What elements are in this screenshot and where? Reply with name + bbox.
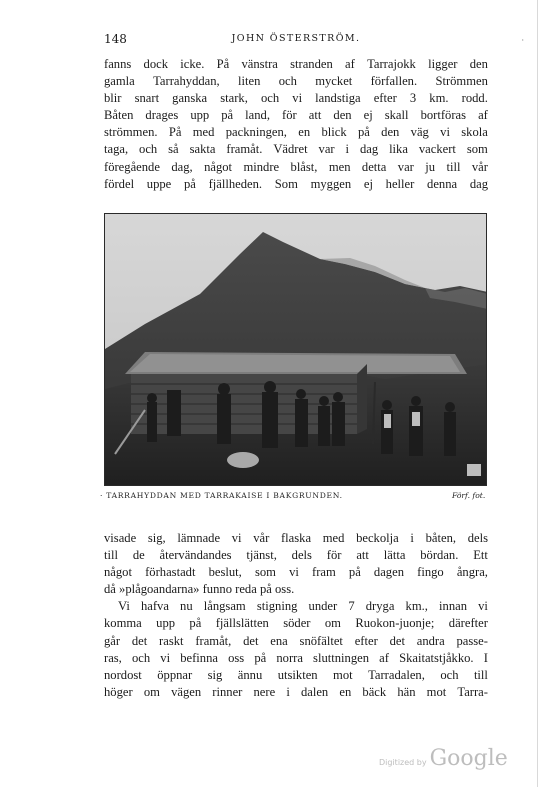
running-head [104, 32, 488, 46]
text-line: går det raskt framåt, det ena snöfältet efter det andra passe- [104, 633, 488, 648]
text-line: till de återvändandes tjänst, dels för att lätta bördan. Ett [104, 548, 488, 563]
page-number: 148 [104, 32, 127, 46]
text-line: nordost öppnar sig ännu utsikten mot Tarradalen, och till [104, 667, 488, 682]
text-block-top [104, 56, 488, 193]
text-line: fanns dock icke. På vänstra stranden af Tarrajokk ligger den [104, 57, 488, 71]
text-line: taga, och så sakta framåt. Vädret var i dag lika vackert som [104, 142, 488, 157]
text-line: då »plågoandarna» funno reda på oss. [104, 582, 295, 597]
figure-caption: · TARRAHYDDAN MED TARRAKAISE I BAKGRUNDEN. [100, 491, 343, 500]
text-line: höger om vägen rinner nere i dalen en bäck hän mot Tarra- [104, 684, 488, 699]
figure-caption-text: TARRAHYDDAN MED TARRAKAISE I BAKGRUNDEN. [106, 491, 343, 500]
running-title: JOHN ÖSTERSTRÖM. [231, 33, 361, 44]
page-edge [537, 0, 538, 787]
text-line: strömmen. På med packningen, en blick på den väg vi skola [104, 125, 488, 140]
text-line: gamla Tarrahyddan, liten och mycket förfallen. Strömmen [104, 74, 488, 89]
text-line: föregående dag, något mindre blåst, men detta var ju till vår [104, 159, 488, 174]
text-line: visade sig, lämnade vi vår flaska med beckolja i båten, dels [104, 531, 488, 545]
text-line: ras, och vi befinna oss på norra sluttningen af Skaitatstjåkko. I [104, 650, 488, 665]
text-line: fördel uppe på fjällheden. Som myggen ej heller denna dag [104, 176, 488, 191]
text-line: komma upp på fjällslätten söder om Ruokon-juonje; därefter [104, 616, 488, 631]
digitization-watermark [379, 746, 508, 771]
watermark-logo: Google [429, 746, 508, 771]
margin-mark: · [521, 36, 524, 45]
text-line: något förhastadt beslut, som vi fram på dagen fingo ångra, [104, 565, 488, 580]
text-line: Båten drages upp på land, för att den ej skall bortföras af [104, 108, 488, 123]
text-block-bottom [104, 530, 488, 701]
text-line: Vi hafva nu långsam stigning under 7 dryga km., innan vi [118, 599, 488, 614]
photograph [104, 213, 487, 486]
watermark-prefix: Digitized by [379, 758, 427, 767]
text-line: blir snart ganska stark, och vi landstiga efter 3 km. rodd. [104, 91, 488, 106]
photo-image [105, 214, 487, 486]
figure-credit: Förf. fot. [452, 491, 486, 500]
